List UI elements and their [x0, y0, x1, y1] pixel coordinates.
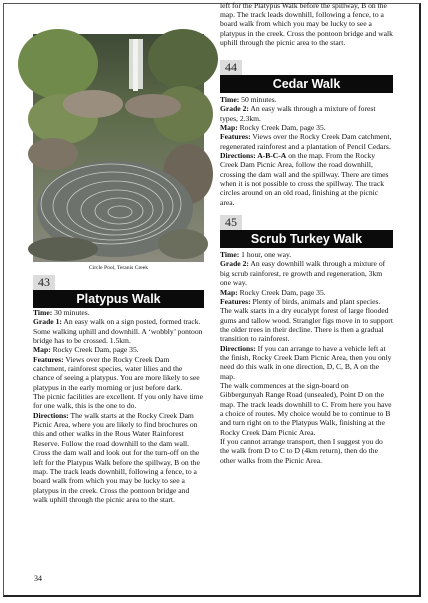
- walk-45-paragraph: Map: Rocky Creek Dam, page 35.: [220, 287, 326, 297]
- walk-43-title: Platypus Walk: [33, 290, 204, 308]
- walk-43-paragraph: Grade 1: An easy walk on a sign posted, formed track. Some walking uphill and downhill. A ‘wobbly’ pontoon bridge has to be crossed. 1.5km.: [33, 317, 203, 346]
- walk-45-paragraph: Grade 2: An easy downhill walk through a mixture of big scrub rainforest, re growth and regeneration, 3km one way.: [220, 259, 386, 288]
- walk-44-paragraph: Map: Rocky Creek Dam, page 35.: [220, 123, 326, 133]
- walk-45-paragraph: The walk commences at the sign-board on Gibbergunyah Range Road (unsealed), Point D on the map. The track leads downhill to C. From here you have a choice of routes. My choice would be to continue to B and turn right on to the Platypus Walk, finishing at the Rocky Creek Dam Picnic Area.: [220, 380, 392, 437]
- walk-45-paragraph: Time: 1 hour, one way.: [220, 250, 292, 260]
- walk-44-paragraph: Time: 50 minutes.: [220, 95, 277, 104]
- book-page: [3, 0, 421, 597]
- walk-45-paragraph: Directions: If you can arrange to have a vehicle left at the finish, Rocky Creek Dam Picnic Area, then you only need do this walk in one direction, D, C, B, A on the map.: [220, 343, 392, 381]
- right-column: [220, 0, 393, 465]
- walk-43-paragraph: Features: Views over the Rocky Creek Dam catchment, rainforest species, water lilies and the chance of seeing a platypus. You are more likely to see platypus in the early morning or just before dark.: [33, 354, 200, 392]
- walk-43-directions-right: left for the Platypus Walk before the spillway, B on the map. The track leads downhill, following a fence, to a board walk from which you may be lucky to see a platypus in the creek. Cross the pontoon bridge and walk uphill through the picnic area to the start.: [220, 0, 393, 48]
- walk-43-paragraph: Map: Rocky Creek Dam, page 35.: [33, 345, 139, 355]
- walk-44-paragraph: Features: Views over the Rocky Creek Dam catchment, regenerated rainforest and a plantation of Pencil Cedars.: [220, 132, 392, 151]
- walk-44-number: 44: [220, 60, 242, 75]
- walk-44-title: Cedar Walk: [220, 75, 393, 93]
- creek-photo: [33, 34, 204, 262]
- walk-45-number: 45: [220, 215, 242, 230]
- walk-45-body: [220, 250, 393, 465]
- walk-44-header: [220, 60, 393, 93]
- walk-45-paragraph: If you cannot arrange transport, then I suggest you do the walk from D to C to D (4km return), then do the other walks from the Picnic Area.: [220, 437, 383, 465]
- photo-caption: Circle Pool, Teranis Creek: [88, 265, 149, 271]
- walk-45-paragraph: Features: Plenty of birds, animals and plant species. The walk starts in a dry eucalypt forest of large flooded gums and tallow wood. Strangler figs move in to support the older trees in their decline. There is then a gradual transition to rainforest.: [220, 296, 393, 344]
- walk-45-header: [220, 215, 393, 248]
- walk-43-paragraph: The picnic facilities are excellent. If you only have time for one walk, this is the one to do.: [33, 392, 203, 411]
- walk-44-paragraph: Directions: A-B-C-A on the map. From the Rocky Creek Dam Picnic Area, follow the road downhill, crossing the dam wall and the spillway. There are times when it is not possible to cross the spillway. The track circles around on an old road, finishing at the picnic area.: [220, 151, 389, 207]
- walk-43-number: 43: [33, 275, 55, 290]
- left-column: [33, 34, 204, 504]
- walk-43-body: [33, 308, 204, 411]
- page-number: 34: [34, 574, 42, 583]
- walk-45-title: Scrub Turkey Walk: [220, 230, 393, 248]
- walk-44-paragraph: Grade 2: An easy walk through a mixture of forest types, 2.3km.: [220, 104, 376, 123]
- walk-43-directions-left: Directions: The walk starts at the Rocky Creek Dam Picnic Area, where you are likely to find brochures on this and other walks in the Rous Water Rainforest Reserve. Follow the road downhill to the dam wall. Cross the dam wall and look out for the turn-off on the left for the Platypus Walk before the spillway, B on the map. The track leads downhill, following a fence, to a board walk from which you may be lucky to see a platypus in the creek. Cross the pontoon bridge and walk uphill through the picnic area to the start.: [33, 410, 200, 504]
- walk-44-body: [220, 95, 393, 207]
- walk-43-paragraph: Time: 30 minutes.: [33, 308, 90, 317]
